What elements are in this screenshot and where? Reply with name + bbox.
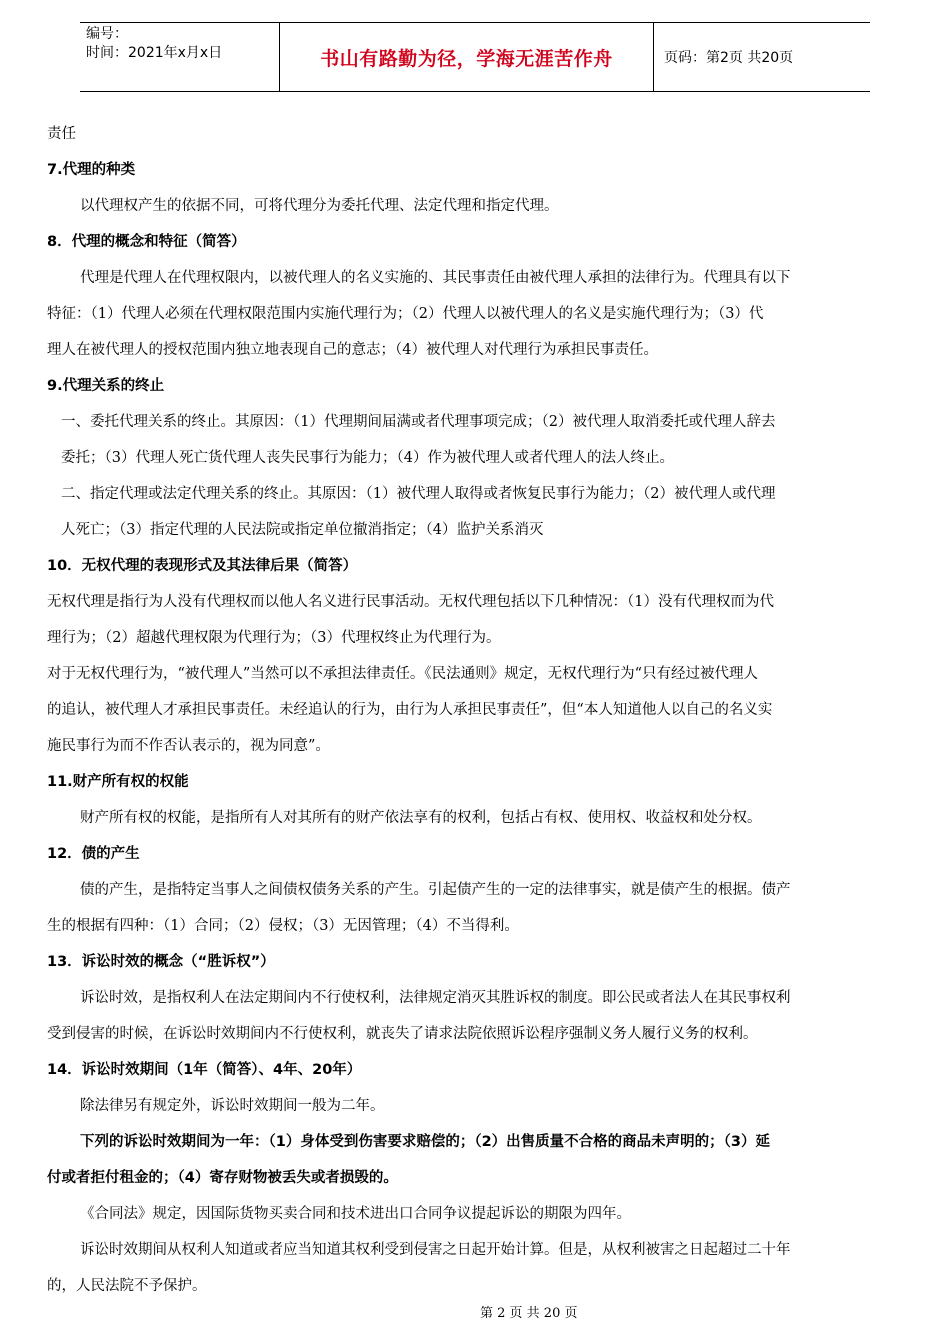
paragraph-line: 诉讼时效，是指权利人在法定期间内不行使权利，法律规定消灭其胜诉权的制度。即公民或者法人在其民事权利	[80, 990, 791, 1006]
bold-paragraph-line: 付或者拒付租金的；（4）寄存财物被丢失或者损毁的。	[47, 1170, 398, 1186]
paragraph-line: 委托；（3）代理人死亡货代理人丧失民事行为能力；（4）作为被代理人或者代理人的法人终止。	[61, 450, 674, 466]
paragraph-line: 受到侵害的时候，在诉讼时效期间内不行使权利，就丧失了请求法院依照诉讼程序强制义务人履行义务的权利。	[47, 1026, 758, 1042]
paragraph-line: 施民事行为而不作否认表示的，视为同意”。	[47, 738, 330, 754]
paragraph-line: 的追认，被代理人才承担民事责任。未经追认的行为，由行为人承担民事责任”，但“本人知道他人以自己的名义实	[47, 702, 773, 718]
document-time-label: 时间：2021年x月x日	[86, 45, 223, 61]
page-header	[80, 22, 870, 92]
section-heading: 10．无权代理的表现形式及其法律后果（简答）	[47, 558, 358, 574]
section-heading: 14．诉讼时效期间（1年（简答）、4年、20年）	[47, 1062, 362, 1078]
paragraph-line: 无权代理是指行为人没有代理权而以他人名义进行民事活动。无权代理包括以下几种情况：（1）没有代理权而为代	[47, 594, 774, 610]
text-line: 责任	[47, 126, 76, 142]
header-meta	[80, 23, 280, 91]
bold-paragraph-line: 下列的诉讼时效期间为一年：（1）身体受到伤害要求赔偿的；（2）出售质量不合格的商品未声明的；（3）延	[80, 1134, 771, 1150]
paragraph-line: 对于无权代理行为，“被代理人”当然可以不承担法律责任。《民法通则》规定，无权代理行为“只有经过被代理人	[47, 666, 758, 682]
section-heading: 11.财产所有权的权能	[47, 774, 189, 790]
paragraph-line: 二、指定代理或法定代理关系的终止。其原因：（1）被代理人取得或者恢复民事行为能力；（2）被代理人或代理	[61, 486, 776, 502]
paragraph-line: 《合同法》规定，因国际货物买卖合同和技术进出口合同争议提起诉讼的期限为四年。	[80, 1206, 631, 1222]
paragraph-line: 人死亡；（3）指定代理的人民法院或指定单位撤消指定；（4）监护关系消灭	[61, 522, 544, 538]
paragraph-line: 生的根据有四种：（1）合同；（2）侵权；（3）无因管理；（4）不当得利。	[47, 918, 519, 934]
paragraph-line: 理人在被代理人的授权范围内独立地表现自己的意志；（4）被代理人对代理行为承担民事责任。	[47, 342, 658, 358]
paragraph-line: 一、委托代理关系的终止。其原因：（1）代理期间届满或者代理事项完成；（2）被代理人取消委托或代理人辞去	[61, 414, 776, 430]
header-page-info: 页码：第2页 共20页	[664, 50, 794, 66]
paragraph-line: 诉讼时效期间从权利人知道或者应当知道其权利受到侵害之日起开始计算。但是，从权利被害之日起超过二十年	[80, 1242, 791, 1258]
paragraph-line: 以代理权产生的依据不同，可将代理分为委托代理、法定代理和指定代理。	[80, 198, 559, 214]
paragraph-line: 除法律另有规定外，诉讼时效期间一般为二年。	[80, 1098, 385, 1114]
header-motto: 书山有路勤为径，学海无涯苦作舟	[280, 23, 654, 91]
document-body	[47, 116, 907, 1304]
paragraph-line: 理行为；（2）超越代理权限为代理行为；（3）代理权终止为代理行为。	[47, 630, 501, 646]
section-heading: 12．债的产生	[47, 846, 140, 862]
section-heading: 7.代理的种类	[47, 162, 136, 178]
document-number-label: 编号：	[86, 26, 128, 42]
paragraph-line: 代理是代理人在代理权限内，以被代理人的名义实施的、其民事责任由被代理人承担的法律行为。代理具有以下	[80, 270, 791, 286]
section-heading: 8．代理的概念和特征（简答）	[47, 234, 246, 250]
paragraph-line: 的，人民法院不予保护。	[47, 1278, 207, 1294]
page-footer: 第 2 页 共 20 页	[480, 1306, 578, 1321]
section-heading: 13．诉讼时效的概念（“胜诉权”）	[47, 954, 275, 970]
paragraph-line: 债的产生，是指特定当事人之间债权债务关系的产生。引起债产生的一定的法律事实，就是债产生的根据。债产	[80, 882, 791, 898]
paragraph-line: 特征：（1）代理人必须在代理权限范围内实施代理行为；（2）代理人以被代理人的名义是实施代理行为；（3）代	[47, 306, 764, 322]
paragraph-line: 财产所有权的权能，是指所有人对其所有的财产依法享有的权利，包括占有权、使用权、收益权和处分权。	[80, 810, 762, 826]
section-heading: 9.代理关系的终止	[47, 378, 165, 394]
